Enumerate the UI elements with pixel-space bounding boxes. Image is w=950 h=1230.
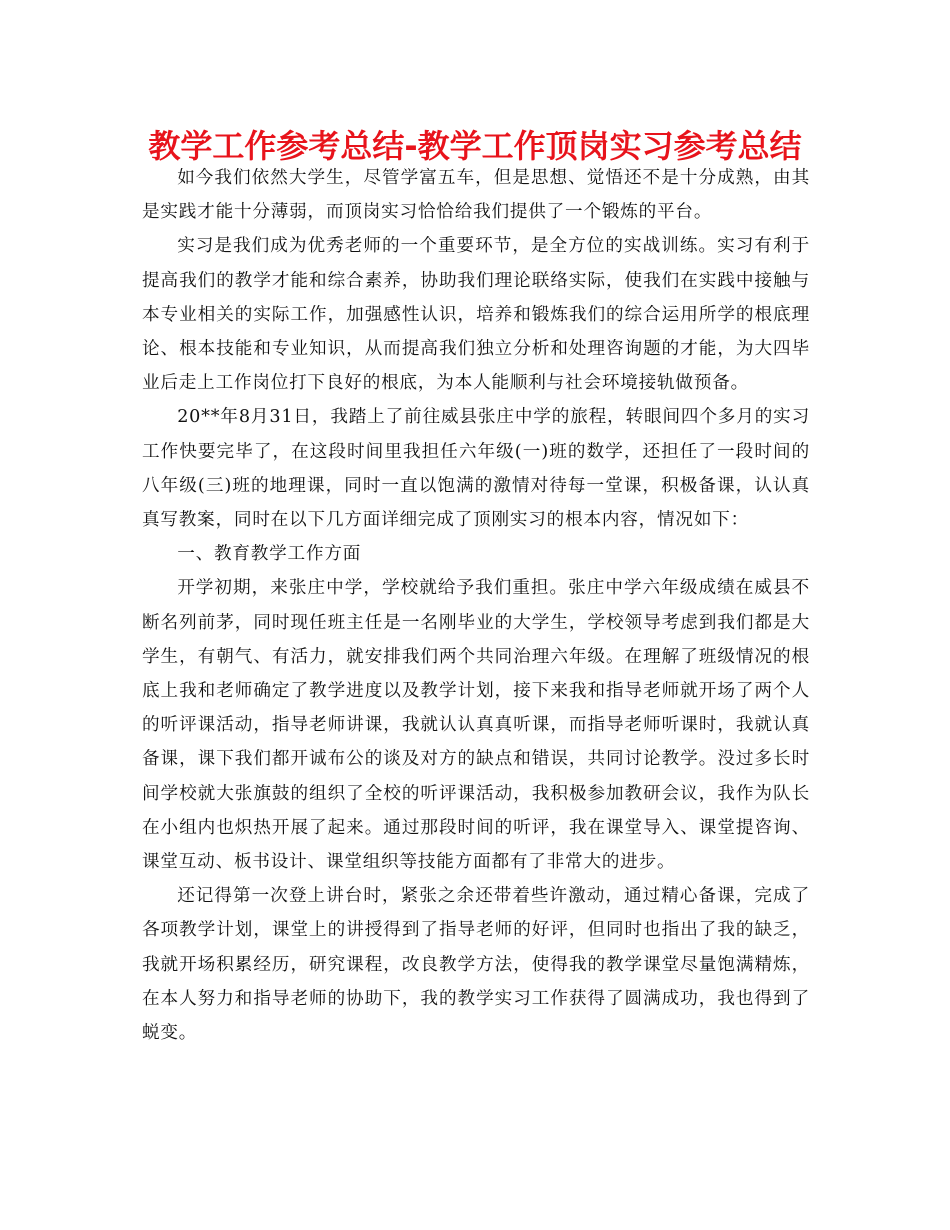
paragraph-internship-start: 20**年8月31日，我踏上了前往威县张庄中学的旅程，转眼间四个多月的实习工作快要完毕了，在这段时间里我担任六年级(一)班的数学，还担任了一段时间的八年级(三)班的地理课，同时一直以饱满的激情对待每一堂课，积极备课，认认真真写教案，同时在以下几方面详细完成了顶刚实习的根本内容，情况如下： — [142, 407, 810, 531]
section-heading-teaching: 一、教育教学工作方面 — [177, 544, 362, 565]
document-body — [142, 161, 810, 1050]
paragraph-internship-importance: 实习是我们成为优秀老师的一个重要环节，是全方位的实战训练。实习有利于提高我们的教学才能和综合素养，协助我们理论联络实际，使我们在实践中接触与本专业相关的实际工作，加强感性认识，培养和锻炼我们的综合运用所学的根底理论、根本技能和专业知识，从而提高我们独立分析和处理咨询题的才能，为大四毕业后走上工作岗位打下良好的根底，为本人能顺利与社会环境接轨做预备。 — [142, 236, 810, 394]
document-title: 教学工作参考总结-教学工作顶岗实习参考总结 — [148, 127, 802, 165]
paragraph-first-lesson: 还记得第一次登上讲台时，紧张之余还带着些许激动，通过精心备课，完成了各项教学计划，课堂上的讲授得到了指导老师的好评，但同时也指出了我的缺乏，我就开场积累经历，研究课程，改良教学方法，使得我的教学课堂尽量饱满精炼，在本人努力和指导老师的协助下，我的教学实习工作获得了圆满成功，我也得到了蜕变。 — [142, 886, 810, 1044]
paragraph-intro: 如今我们依然大学生，尽管学富五车，但是思想、觉悟还不是十分成熟，由其是实践才能十分薄弱，而顶岗实习恰恰给我们提供了一个锻炼的平台。 — [142, 168, 810, 223]
paragraph-teaching-work: 开学初期，来张庄中学，学校就给予我们重担。张庄中学六年级成绩在威县不断名列前茅，同时现任班主任是一名刚毕业的大学生，学校领导考虑到我们都是大学生，有朝气、有活力，就安排我们两个共同治理六年级。在理解了班级情况的根底上我和老师确定了教学进度以及教学计划，接下来我和指导老师就开场了两个人的听评课活动，指导老师讲课，我就认认真真听课，而指导老师听课时，我就认真备课，课下我们都开诚布公的谈及对方的缺点和错误，共同讨论教学。没过多长时间学校就大张旗鼓的组织了全校的听评课活动，我积极参加教研会议，我作为队长在小组内也炽热开展了起来。通过那段时间的听评，我在课堂导入、课堂提咨询、课堂互动、板书设计、课堂组织等技能方面都有了非常大的进步。 — [142, 578, 810, 873]
